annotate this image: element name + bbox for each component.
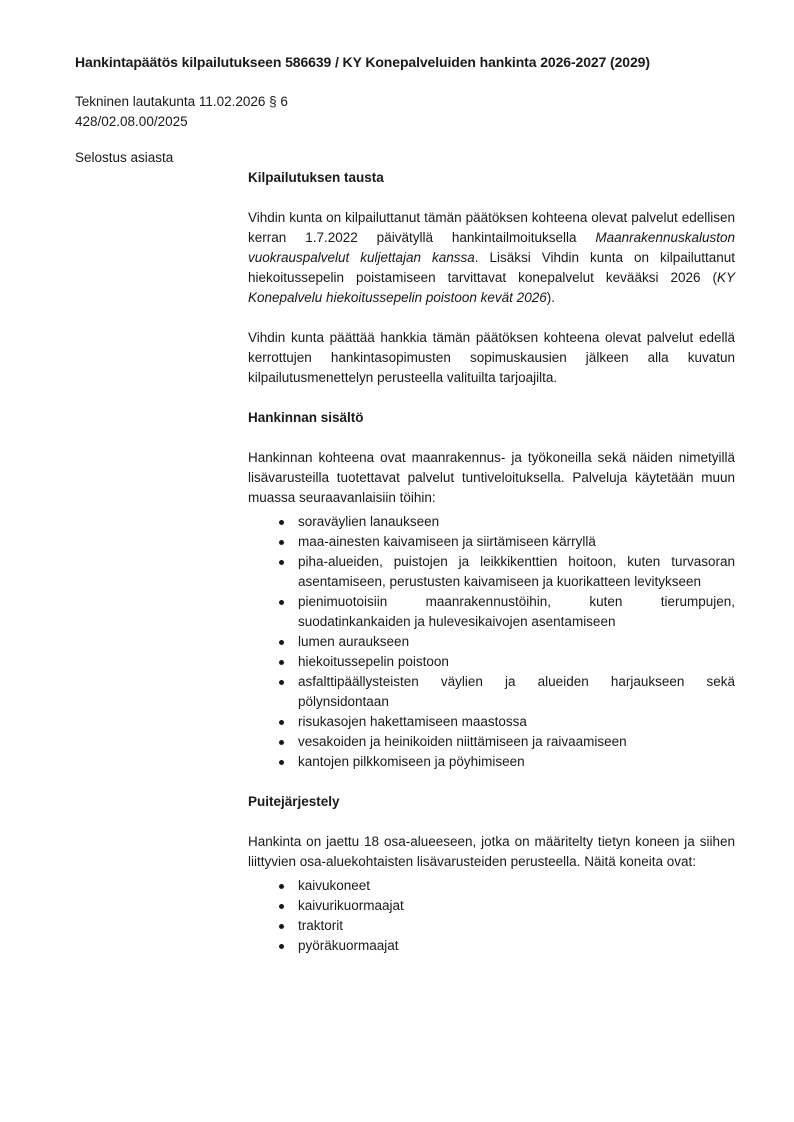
bullet-item-text: vesakoiden ja heinikoiden niittämiseen ja raivaamiseen	[298, 734, 627, 749]
bullet-item	[248, 916, 735, 936]
bullet-item	[248, 732, 735, 752]
bullet-item	[248, 936, 735, 956]
bullet-item-text: maa-ainesten kaivamiseen ja siirtämiseen kärryllä	[298, 534, 596, 549]
bullet-icon	[279, 944, 284, 949]
bullet-item-text: hiekoitussepelin poistoon	[298, 654, 449, 669]
committee-date-line: Tekninen lautakunta 11.02.2026 § 6	[75, 94, 288, 109]
bullet-item-text: piha-alueiden, puistojen ja leikkikenttien hoitoon, kuten turvasoran asentamiseen, perustusten kaivamiseen ja kuorikatteen levitykseen	[298, 554, 735, 589]
bullet-icon	[279, 520, 284, 525]
bullet-item	[248, 672, 735, 712]
document-title: Hankintapäätös kilpailutukseen 586639 / KY Konepalveluiden hankinta 2026-2027 (2029)	[75, 54, 650, 70]
section-heading: Hankinnan sisältö	[248, 410, 364, 425]
bullet-item-text: asfalttipäällysteisten väylien ja alueiden harjaukseen sekä pölynsidontaan	[298, 674, 735, 709]
bullet-list	[248, 512, 735, 772]
bullet-item-text: soraväylien lanaukseen	[298, 514, 440, 529]
bullet-item	[248, 552, 735, 592]
bullet-icon	[279, 720, 284, 725]
bullet-item	[248, 752, 735, 772]
section-heading: Puitejärjestely	[248, 794, 340, 809]
text-run: Vihdin kunta päättää hankkia tämän päätöksen kohteena olevat palvelut edellä kerrottujen hankintasopimusten sopimuskausien jälkeen alla kuvatun kilpailutusmenettelyn perusteella valituilta tarjoajilta.	[248, 330, 735, 385]
bullet-icon	[279, 540, 284, 545]
bullet-list	[248, 876, 735, 956]
body-paragraph	[248, 208, 735, 308]
bullet-item	[248, 896, 735, 916]
bullet-item-text: kantojen pilkkomiseen ja pöyhimiseen	[298, 754, 525, 769]
case-number-line: 428/02.08.00/2025	[75, 114, 188, 129]
bullet-item	[248, 592, 735, 632]
bullet-icon	[279, 600, 284, 605]
bullet-item	[248, 876, 735, 896]
bullet-icon	[279, 680, 284, 685]
bullet-item	[248, 652, 735, 672]
meta-block	[75, 92, 735, 132]
italic-text-run: Maanrakennuskaluston vuokrauspalvelut kuljettajan kanssa	[248, 230, 735, 265]
bullet-icon	[279, 924, 284, 929]
bullet-item-text: pyöräkuormaajat	[298, 938, 399, 953]
bullet-item-text: kaivurikuormaajat	[298, 898, 404, 913]
bullet-item	[248, 712, 735, 732]
text-run: ).	[546, 290, 555, 305]
body-paragraph	[248, 328, 735, 388]
bullet-item-text: risukasojen hakettamiseen maastossa	[298, 714, 527, 729]
bullet-icon	[279, 560, 284, 565]
content-row	[75, 148, 735, 976]
bullet-icon	[279, 904, 284, 909]
text-run: . Lisäksi Vihdin kunta on kilpailuttanut hiekoitussepelin poistamiseen tarvittavat konepalvelut kevääksi 2026 (	[248, 250, 735, 285]
bullet-icon	[279, 640, 284, 645]
bullet-item-text: lumen auraukseen	[298, 634, 410, 649]
bullet-item	[248, 512, 735, 532]
body-paragraph	[248, 832, 735, 872]
text-run: Hankinnan kohteena ovat maanrakennus- ja työkoneilla sekä näiden nimetyillä lisävarusteilla tuotettavat palvelut tuntiveloituksella. Palveluja käytetään muun muassa seuraavanlaisiin töihin:	[248, 450, 735, 505]
bullet-item-text: pienimuotoisiin maanrakennustöihin, kuten tierumpujen, suodatinkankaiden ja hulevesikaivojen asentamiseen	[298, 594, 735, 629]
text-run: Hankinta on jaettu 18 osa-alueeseen, jotka on määritelty tietyn koneen ja siihen liittyvien osa-aluekohtaisten lisävarusteiden perusteella. Näitä koneita ovat:	[248, 834, 735, 869]
bullet-item-text: kaivukoneet	[298, 878, 371, 893]
bullet-icon	[279, 884, 284, 889]
text-run: Vihdin kunta on kilpailuttanut tämän päätöksen kohteena olevat palvelut edellisen kerran 1.7.2022 päivätyllä hankintailmoituksella	[248, 210, 735, 245]
bullet-item	[248, 632, 735, 652]
bullet-item-text: traktorit	[298, 918, 344, 933]
bullet-icon	[279, 660, 284, 665]
bullet-item	[248, 532, 735, 552]
italic-text-run: KY Konepalvelu hiekoitussepelin poistoon kevät 2026	[248, 270, 735, 305]
bullet-icon	[279, 740, 284, 745]
body-column	[248, 148, 735, 976]
section-heading: Kilpailutuksen tausta	[248, 170, 384, 185]
bullet-icon	[279, 760, 284, 765]
side-label: Selostus asiasta	[75, 150, 174, 165]
side-column	[75, 148, 248, 168]
body-paragraph	[248, 448, 735, 508]
